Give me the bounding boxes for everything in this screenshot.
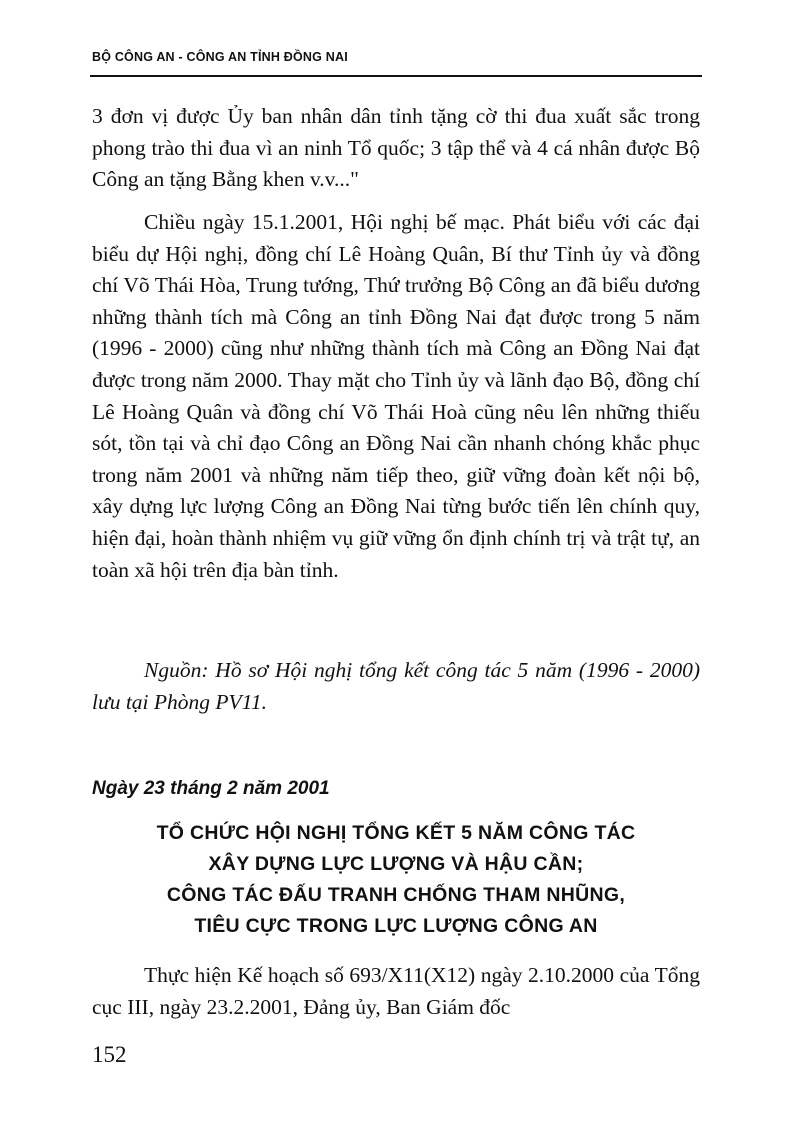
paragraph-continuation: 3 đơn vị được Ủy ban nhân dân tỉnh tặng cờ thi đua xuất sắc trong phong trào thi đua vì an ninh Tổ quốc; 3 tập thể và 4 cá nhân được Bộ Công an tặng Bằng khen v.v..." <box>92 104 700 192</box>
header-rule <box>90 75 702 77</box>
paragraph-implementation: Thực hiện Kế hoạch số 693/X11(X12) ngày 2.10.2000 của Tổng cục III, ngày 23.2.2001, Đảng ủy, Ban Giám đốc <box>92 963 700 1019</box>
section-title <box>92 818 700 942</box>
paragraph-closing-session: Chiều ngày 15.1.2001, Hội nghị bế mạc. Phát biểu với các đại biểu dự Hội nghị, đồng chí Lê Hoàng Quân, Bí thư Tỉnh ủy và đồng chí Võ Thái Hòa, Trung tướng, Thứ trưởng Bộ Công an đã biểu dương những thành tích mà Công an tỉnh Đồng Nai đạt được trong 5 năm (1996 - 2000) cũng như những thành tích mà Công an Đồng Nai đạt được trong năm 2000. Thay mặt cho Tỉnh ủy và lãnh đạo Bộ, đồng chí Lê Hoàng Quân và đồng chí Võ Thái Hoà cũng nêu lên những thiếu sót, tồn tại và chỉ đạo Công an Đồng Nai cần nhanh chóng khắc phục trong năm 2001 và những năm tiếp theo, giữ vững đoàn kết nội bộ, xây dựng lực lượng Công an Đồng Nai từng bước tiến lên chính quy, hiện đại, hoàn thành nhiệm vụ giữ vững ổn định chính trị và trật tự, an toàn xã hội trên địa bàn tỉnh. <box>92 210 700 582</box>
section-title-line: TỔ CHỨC HỘI NGHỊ TỔNG KẾT 5 NĂM CÔNG TÁC <box>156 822 636 844</box>
section-title-line: CÔNG TÁC ĐẤU TRANH CHỐNG THAM NHŨNG, <box>166 884 626 906</box>
source-note: Nguồn: Hồ sơ Hội nghị tổng kết công tác 5 năm (1996 - 2000) lưu tại Phòng PV11. <box>92 658 700 714</box>
section-title-line: XÂY DỰNG LỰC LƯỢNG VÀ HẬU CẦN; <box>208 853 584 875</box>
section-date: Ngày 23 tháng 2 năm 2001 <box>92 778 330 799</box>
page-number: 152 <box>92 1042 127 1067</box>
running-header: BỘ CÔNG AN - CÔNG AN TỈNH ĐỒNG NAI <box>92 50 348 64</box>
section-title-line: TIÊU CỰC TRONG LỰC LƯỢNG CÔNG AN <box>194 915 598 937</box>
